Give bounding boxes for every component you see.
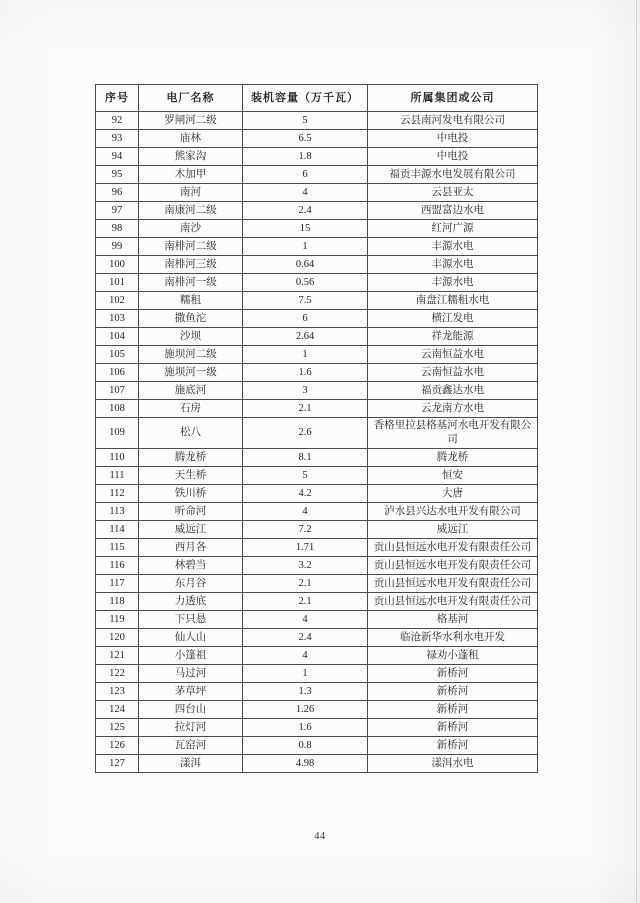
row-index-cell: 101 [96, 274, 139, 292]
company-cell: 大唐 [368, 485, 538, 503]
row-index-cell: 111 [96, 467, 139, 485]
row-index-cell: 118 [96, 593, 139, 611]
capacity-cell: 15 [243, 220, 368, 238]
capacity-cell: 3 [243, 382, 368, 400]
company-cell: 西盟富边水电 [368, 202, 538, 220]
row-index-cell: 98 [96, 220, 139, 238]
row-index-cell: 112 [96, 485, 139, 503]
row-index-cell: 95 [96, 166, 139, 184]
company-cell: 贡山县恒远水电开发有限责任公司 [368, 557, 538, 575]
capacity-cell: 1.6 [243, 719, 368, 737]
capacity-cell: 2.1 [243, 400, 368, 418]
company-cell: 新桥河 [368, 701, 538, 719]
company-cell: 威远江 [368, 521, 538, 539]
capacity-cell: 2.64 [243, 328, 368, 346]
header-serial-number: 序号 [96, 85, 139, 112]
table-row [96, 593, 538, 611]
capacity-cell: 4 [243, 647, 368, 665]
company-cell: 祥龙能源 [368, 328, 538, 346]
table-row [96, 364, 538, 382]
capacity-cell: 1.71 [243, 539, 368, 557]
table-row [96, 737, 538, 755]
table-row [96, 166, 538, 184]
plant-name-cell: 罗闸河二级 [139, 112, 243, 130]
row-index-cell: 94 [96, 148, 139, 166]
row-index-cell: 107 [96, 382, 139, 400]
capacity-cell: 4 [243, 503, 368, 521]
row-index-cell: 108 [96, 400, 139, 418]
plant-name-cell: 撒鱼沱 [139, 310, 243, 328]
row-index-cell: 117 [96, 575, 139, 593]
row-index-cell: 124 [96, 701, 139, 719]
capacity-cell: 2.1 [243, 575, 368, 593]
table-row [96, 328, 538, 346]
table-row [96, 557, 538, 575]
capacity-cell: 1 [243, 665, 368, 683]
company-cell: 腾龙桥 [368, 449, 538, 467]
company-cell: 香格里拉县格基河水电开发有限公司 [368, 418, 538, 449]
table-body [96, 112, 538, 773]
table-row [96, 611, 538, 629]
capacity-cell: 6 [243, 166, 368, 184]
plant-name-cell: 南棑河二级 [139, 238, 243, 256]
capacity-cell: 4 [243, 611, 368, 629]
plant-name-cell: 瓦窑河 [139, 737, 243, 755]
capacity-cell: 2.1 [243, 593, 368, 611]
row-index-cell: 120 [96, 629, 139, 647]
table-row [96, 665, 538, 683]
capacity-cell: 1 [243, 346, 368, 364]
table-row [96, 485, 538, 503]
row-index-cell: 127 [96, 755, 139, 773]
plant-name-cell: 糯租 [139, 292, 243, 310]
company-cell: 云南恒益水电 [368, 364, 538, 382]
row-index-cell: 93 [96, 130, 139, 148]
plant-name-cell: 四台山 [139, 701, 243, 719]
company-cell: 中电投 [368, 148, 538, 166]
capacity-cell: 2.4 [243, 202, 368, 220]
capacity-cell: 6.5 [243, 130, 368, 148]
table-row [96, 449, 538, 467]
table-row [96, 400, 538, 418]
plant-name-cell: 茅草坪 [139, 683, 243, 701]
table-row [96, 202, 538, 220]
plant-name-cell: 沙坝 [139, 328, 243, 346]
row-index-cell: 116 [96, 557, 139, 575]
company-cell: 恒安 [368, 467, 538, 485]
company-cell: 丰源水电 [368, 274, 538, 292]
capacity-cell: 3.2 [243, 557, 368, 575]
plant-name-cell: 马过河 [139, 665, 243, 683]
plant-name-cell: 漾洱 [139, 755, 243, 773]
company-cell: 云南恒益水电 [368, 346, 538, 364]
table-row [96, 346, 538, 364]
table-row [96, 647, 538, 665]
capacity-cell: 8.1 [243, 449, 368, 467]
table-row [96, 148, 538, 166]
company-cell: 新桥河 [368, 719, 538, 737]
capacity-cell: 5 [243, 467, 368, 485]
table-row [96, 220, 538, 238]
plant-name-cell: 木加甲 [139, 166, 243, 184]
capacity-cell: 0.64 [243, 256, 368, 274]
plant-name-cell: 南河 [139, 184, 243, 202]
capacity-cell: 1 [243, 238, 368, 256]
capacity-cell: 0.56 [243, 274, 368, 292]
company-cell: 福贡丰源水电发展有限公司 [368, 166, 538, 184]
table-row [96, 184, 538, 202]
capacity-cell: 0.8 [243, 737, 368, 755]
row-index-cell: 110 [96, 449, 139, 467]
row-index-cell: 104 [96, 328, 139, 346]
plant-name-cell: 腾龙桥 [139, 449, 243, 467]
company-cell: 云县南河发电有限公司 [368, 112, 538, 130]
company-cell: 临沧新华水利水电开发 [368, 629, 538, 647]
table-row [96, 274, 538, 292]
plant-name-cell: 石房 [139, 400, 243, 418]
table-row [96, 683, 538, 701]
row-index-cell: 99 [96, 238, 139, 256]
table-row [96, 292, 538, 310]
table-row [96, 467, 538, 485]
row-index-cell: 126 [96, 737, 139, 755]
table-row [96, 238, 538, 256]
company-cell: 禄劝小蓬租 [368, 647, 538, 665]
row-index-cell: 121 [96, 647, 139, 665]
power-plant-table [95, 84, 538, 773]
plant-name-cell: 南棑河三级 [139, 256, 243, 274]
row-index-cell: 114 [96, 521, 139, 539]
capacity-cell: 1.26 [243, 701, 368, 719]
row-index-cell: 106 [96, 364, 139, 382]
row-index-cell: 105 [96, 346, 139, 364]
plant-name-cell: 南沙 [139, 220, 243, 238]
company-cell: 横江发电 [368, 310, 538, 328]
row-index-cell: 125 [96, 719, 139, 737]
row-index-cell: 109 [96, 418, 139, 449]
company-cell: 丰源水电 [368, 256, 538, 274]
plant-name-cell: 施坝河一级 [139, 364, 243, 382]
plant-name-cell: 天生桥 [139, 467, 243, 485]
plant-name-cell: 听命河 [139, 503, 243, 521]
plant-name-cell: 西月各 [139, 539, 243, 557]
company-cell: 云县亚太 [368, 184, 538, 202]
plant-name-cell: 拉灯河 [139, 719, 243, 737]
capacity-cell: 1.3 [243, 683, 368, 701]
capacity-cell: 2.4 [243, 629, 368, 647]
header-installed-capacity: 装机容量（万千瓦） [243, 85, 368, 112]
row-index-cell: 122 [96, 665, 139, 683]
company-cell: 漾洱水电 [368, 755, 538, 773]
row-index-cell: 123 [96, 683, 139, 701]
company-cell: 云龙南方水电 [368, 400, 538, 418]
row-index-cell: 92 [96, 112, 139, 130]
company-cell: 丰源水电 [368, 238, 538, 256]
company-cell: 红河广源 [368, 220, 538, 238]
table-row [96, 575, 538, 593]
capacity-cell: 5 [243, 112, 368, 130]
plant-name-cell: 下只恳 [139, 611, 243, 629]
row-index-cell: 100 [96, 256, 139, 274]
plant-name-cell: 松八 [139, 418, 243, 449]
plant-name-cell: 小篷祖 [139, 647, 243, 665]
plant-name-cell: 熊家沟 [139, 148, 243, 166]
company-cell: 贡山县恒远水电开发有限责任公司 [368, 539, 538, 557]
company-cell: 中电投 [368, 130, 538, 148]
company-cell: 泸水县兴达水电开发有限公司 [368, 503, 538, 521]
plant-name-cell: 庙林 [139, 130, 243, 148]
capacity-cell: 1.6 [243, 364, 368, 382]
plant-name-cell: 林碧当 [139, 557, 243, 575]
capacity-cell: 7.5 [243, 292, 368, 310]
table-row [96, 755, 538, 773]
plant-name-cell: 南康河二级 [139, 202, 243, 220]
company-cell: 格基河 [368, 611, 538, 629]
row-index-cell: 97 [96, 202, 139, 220]
row-index-cell: 115 [96, 539, 139, 557]
capacity-cell: 2.6 [243, 418, 368, 449]
company-cell: 贡山县恒远水电开发有限责任公司 [368, 575, 538, 593]
table-row [96, 310, 538, 328]
capacity-cell: 7.2 [243, 521, 368, 539]
row-index-cell: 119 [96, 611, 139, 629]
plant-name-cell: 仙人山 [139, 629, 243, 647]
table-row [96, 629, 538, 647]
plant-name-cell: 施底河 [139, 382, 243, 400]
header-company: 所属集团或公司 [368, 85, 538, 112]
company-cell: 新桥河 [368, 683, 538, 701]
table-row [96, 701, 538, 719]
plant-name-cell: 威远江 [139, 521, 243, 539]
company-cell: 南盘江糯租水电 [368, 292, 538, 310]
table-row [96, 256, 538, 274]
company-cell: 福贡鑫达水电 [368, 382, 538, 400]
row-index-cell: 103 [96, 310, 139, 328]
capacity-cell: 4 [243, 184, 368, 202]
row-index-cell: 102 [96, 292, 139, 310]
company-cell: 贡山县恒远水电开发有限责任公司 [368, 593, 538, 611]
company-cell: 新桥河 [368, 665, 538, 683]
page-number: 44 [314, 831, 326, 842]
company-cell: 新桥河 [368, 737, 538, 755]
plant-name-cell: 力透底 [139, 593, 243, 611]
row-index-cell: 113 [96, 503, 139, 521]
row-index-cell: 96 [96, 184, 139, 202]
capacity-cell: 1.8 [243, 148, 368, 166]
capacity-cell: 4.98 [243, 755, 368, 773]
table-header [96, 85, 538, 112]
table-row [96, 112, 538, 130]
table-row [96, 382, 538, 400]
plant-name-cell: 施坝河二级 [139, 346, 243, 364]
table-row [96, 418, 538, 449]
table-row [96, 539, 538, 557]
capacity-cell: 4.2 [243, 485, 368, 503]
plant-name-cell: 东月谷 [139, 575, 243, 593]
capacity-cell: 6 [243, 310, 368, 328]
header-plant-name: 电厂名称 [139, 85, 243, 112]
plant-name-cell: 铁川桥 [139, 485, 243, 503]
table-row [96, 521, 538, 539]
table-row [96, 130, 538, 148]
table-row [96, 719, 538, 737]
plant-name-cell: 南棑河一级 [139, 274, 243, 292]
header-row [96, 85, 538, 112]
table-row [96, 503, 538, 521]
